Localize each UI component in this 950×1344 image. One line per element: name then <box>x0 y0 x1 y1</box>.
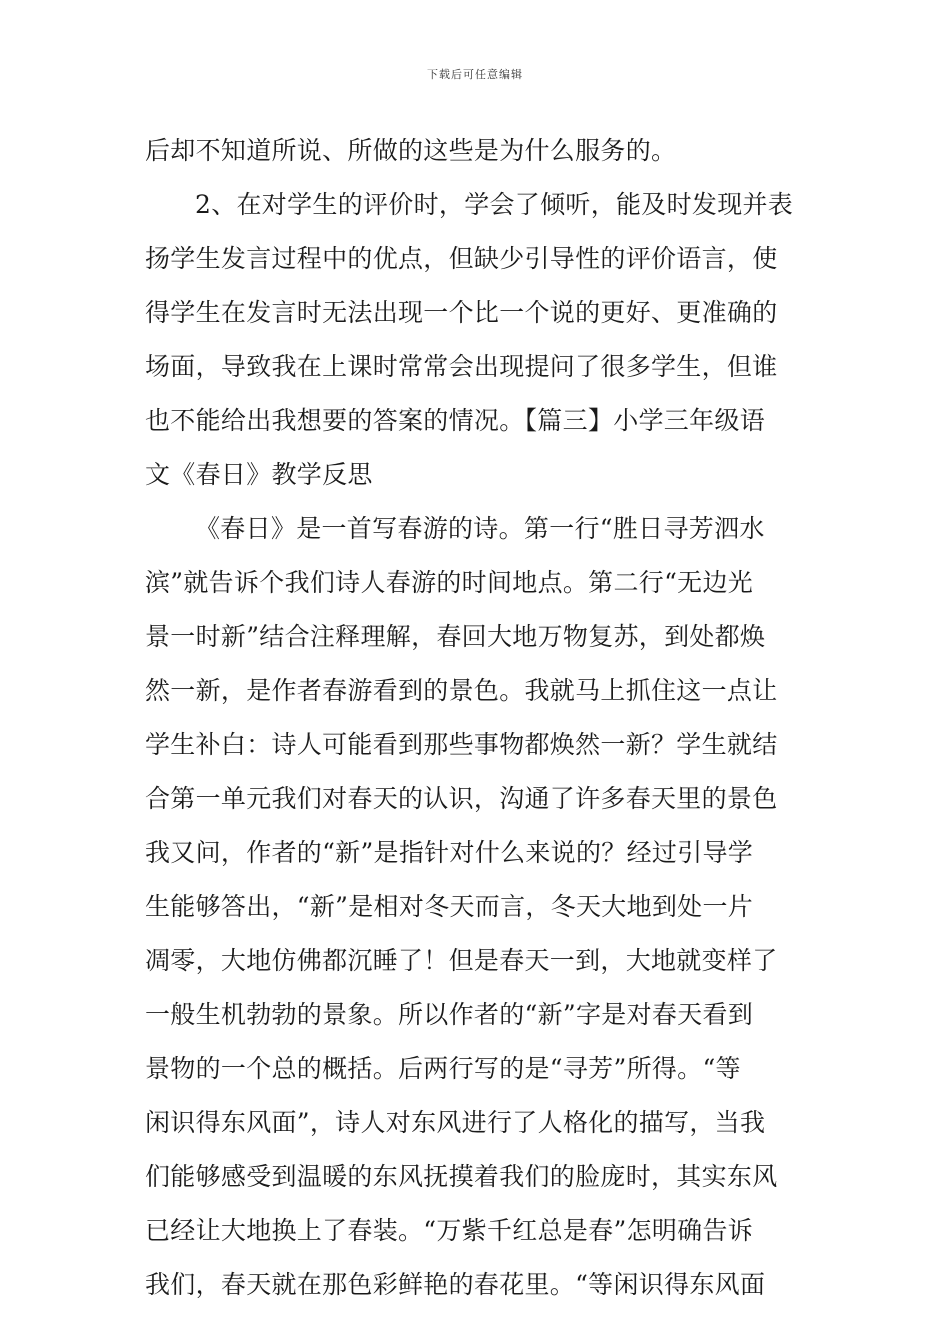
page-header: 下载后可任意编辑 <box>427 68 523 81</box>
text-line: 场面，导致我在上课时常常会出现提问了很多学生，但谁 <box>145 352 778 381</box>
text-line: 文《春日》教学反思 <box>145 460 373 489</box>
text-line: 们能够感受到温暖的东风抚摸着我们的脸庞时，其实东风 <box>145 1162 778 1191</box>
text-line: 凋零，大地仿佛都沉睡了！但是春天一到，大地就变样了 <box>145 946 778 975</box>
text-line: 我又问，作者的“新”是指针对什么来说的？经过引导学 <box>145 838 754 867</box>
paragraph-start-line: 《春日》是一首写春游的诗。第一行“胜日寻芳泗水 <box>195 514 765 543</box>
text-line: 生能够答出，“新”是相对冬天而言，冬天大地到处一片 <box>145 892 754 921</box>
text-line: 已经让大地换上了春装。“万紫千红总是春”怎明确告诉 <box>145 1216 754 1245</box>
text-line: 后却不知道所说、所做的这些是为什么服务的。 <box>145 136 677 165</box>
text-line: 闲识得东风面”，诗人对东风进行了人格化的描写，当我 <box>145 1108 766 1137</box>
text-line: 得学生在发言时无法出现一个比一个说的更好、更准确的 <box>145 298 778 327</box>
text-line: 滨”就告诉个我们诗人春游的时间地点。第二行“无边光 <box>145 568 754 597</box>
text-line: 合第一单元我们对春天的认识，沟通了许多春天里的景色 <box>145 784 778 813</box>
text-line: 我们，春天就在那色彩鲜艳的春花里。“等闲识得东风面 <box>145 1270 766 1299</box>
document-body <box>145 124 813 1312</box>
paragraph-start-line: 2、在对学生的评价时，学会了倾听，能及时发现并表 <box>195 190 794 219</box>
text-line: 学生补白：诗人可能看到那些事物都焕然一新？学生就结 <box>145 730 778 759</box>
text-line: 也不能给出我想要的答案的情况。【篇三】小学三年级语 <box>145 406 766 435</box>
text-line: 景物的一个总的概括。后两行写的是“寻芳”所得。“等 <box>145 1054 741 1083</box>
text-line: 扬学生发言过程中的优点，但缺少引导性的评价语言，使 <box>145 244 778 273</box>
text-line: 一般生机勃勃的景象。所以作者的“新”字是对春天看到 <box>145 1000 754 1029</box>
text-line: 然一新，是作者春游看到的景色。我就马上抓住这一点让 <box>145 676 778 705</box>
text-line: 景一时新”结合注释理解，春回大地万物复苏，到处都焕 <box>145 622 766 651</box>
